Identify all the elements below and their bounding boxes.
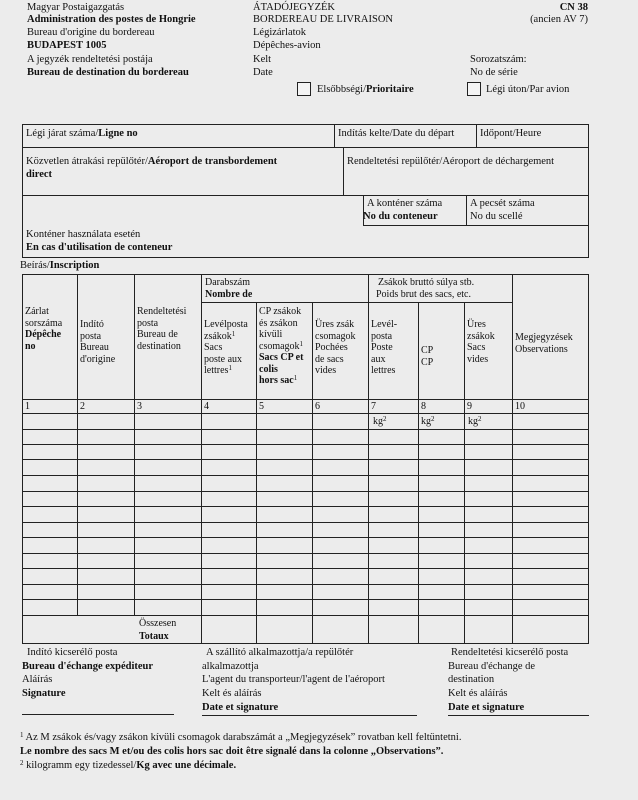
col5-header: CP zsákok és zsákon kívüli csomagok$^1$ Sacs CP et colis hors sac$^1$: [259, 306, 304, 386]
col-number-5: 5: [259, 401, 264, 412]
serial-label-hu: Sorozatszám:: [470, 54, 527, 65]
seal-number-hu: A pecsét száma: [470, 198, 535, 209]
departure-time-label[interactable]: Időpont/Heure: [480, 128, 542, 139]
sender-signature-hu: Aláírás: [22, 674, 53, 685]
col-number-9: 9: [467, 401, 472, 412]
unit-kg-empty: $kg^2$: [468, 415, 482, 427]
dest-date-hu: Kelt és aláírás: [448, 688, 508, 699]
air-dispatch-hu: Légizárlatok: [253, 27, 307, 38]
footnote-2: $^2$ kilogramm egy tizedessel/Kg avec une décimale.: [20, 759, 237, 771]
departure-date-label[interactable]: Indítás kelte/Date du départ: [338, 128, 455, 139]
serial-label-fr: No de série: [470, 67, 518, 78]
date-label-hu: Kelt: [253, 54, 272, 65]
col-number-6: 6: [315, 401, 320, 412]
col4-header: Levélposta zsákok$^1$ Sacs poste aux lettres$^1$: [204, 319, 248, 376]
weight-group-fr: Poids brut des sacs, etc.: [376, 289, 471, 300]
col9-header: Üres zsákok Sacs vides: [467, 319, 495, 365]
dest-signature-line[interactable]: [448, 715, 589, 716]
carrier-date-fr: Date et signature: [202, 702, 279, 713]
admin-hu: Magyar Postaigazgatás: [27, 2, 125, 13]
col-number-7: 7: [371, 401, 376, 412]
date-label-fr: Date: [253, 67, 273, 78]
origin-office: BUDAPEST 1005: [27, 40, 107, 51]
totals-label-fr: Totaux: [139, 631, 169, 642]
carrier-signature-line[interactable]: [202, 715, 417, 716]
container-use-fr: En cas d'utilisation de conteneur: [26, 242, 173, 253]
form-code: CN 38: [559, 2, 588, 13]
air-dispatch-fr: Dépêches-avion: [253, 40, 321, 51]
carrier-agent-fr: L'agent du transporteur/l'agent de l'aéroport: [202, 674, 385, 685]
flight-number-label[interactable]: Légi járat száma/Ligne no: [26, 128, 138, 139]
col-number-3: 3: [137, 401, 142, 412]
col7-header: Levél- posta Poste aux lettres: [371, 319, 398, 376]
col-number-8: 8: [421, 401, 426, 412]
dest-date-fr: Date et signature: [448, 702, 525, 713]
footnote-1-fr: Le nombre des sacs M et/ou des colis hors sac doit être signalé dans la colonne „Observations”.: [20, 746, 444, 757]
col2-header: Indító posta Bureau d'origine: [80, 319, 116, 365]
container-number-fr[interactable]: No du conteneur: [363, 211, 438, 222]
transfer-airport-label[interactable]: Közvetlen átrakási repülőtér/Aéroport de transbordement: [26, 156, 278, 167]
footnote-1-hu: $^1$ Az M zsákok és/vagy zsákon kívüli csomagok darabszámát a „Megjegyzések” rovatban kell feltüntetni.: [20, 731, 462, 743]
destination-label-hu: A jegyzék rendeltetési postája: [27, 54, 153, 65]
dest-exchange-fr: Bureau d'échange de: [448, 661, 536, 672]
container-use-hu: Konténer használata esetén: [26, 229, 141, 240]
count-group-fr: Nombre de: [205, 289, 253, 300]
priority-label: Elsőbbségi/Prioritaire: [317, 84, 414, 95]
col1-header: Zárlat sorszáma Dépêche no: [25, 306, 63, 352]
sender-signature-line[interactable]: [22, 714, 174, 715]
form-title-hu: ÁTADÓJEGYZÉK: [253, 2, 335, 13]
form-title-fr: BORDEREAU DE LIVRAISON: [253, 14, 393, 25]
col-number-4: 4: [204, 401, 209, 412]
weight-group-hu: Zsákok bruttó súlya stb.: [378, 277, 475, 288]
col-number-1: 1: [25, 401, 30, 412]
air-label: Légi úton/Par avion: [486, 84, 570, 95]
sender-signature-fr: Signature: [22, 688, 66, 699]
count-group-hu: Darabszám: [205, 277, 250, 288]
air-checkbox[interactable]: [467, 82, 481, 96]
col-number-10: 10: [515, 401, 525, 412]
unit-kg-cp: $kg^2$: [421, 415, 435, 427]
transfer-airport-label-2: direct: [26, 169, 53, 180]
inscription-label: Beírás/Inscription: [20, 260, 100, 271]
unit-kg-letter-post: $kg^2$: [373, 415, 387, 427]
origin-label-hu: Bureau d'origine du bordereau: [27, 27, 155, 38]
col3-header: Rendeltetési posta Bureau de destination: [137, 306, 187, 352]
sender-exchange-fr: Bureau d'échange expéditeur: [22, 661, 154, 672]
form-code-old: (ancien AV 7): [530, 14, 588, 25]
sender-exchange-hu: Indító kicserélő posta: [27, 647, 118, 658]
dest-exchange-fr-2: destination: [448, 674, 495, 685]
col8-header: CP CP: [421, 345, 434, 368]
container-number-hu: A konténer száma: [367, 198, 443, 209]
col-number-2: 2: [80, 401, 85, 412]
col6-header: Üres zsák csomagok Pochées de sacs vides: [315, 319, 356, 376]
seal-number-fr[interactable]: No du scellé: [470, 211, 523, 222]
carrier-agent-hu: A szállító alkalmazottja/a repülőtér: [206, 647, 354, 658]
carrier-date-hu: Kelt és aláírás: [202, 688, 262, 699]
totals-label-hu: Összesen: [139, 618, 177, 629]
carrier-agent-hu-2: alkalmazottja: [202, 661, 259, 672]
priority-checkbox[interactable]: [297, 82, 311, 96]
destination-label-fr: Bureau de destination du bordereau: [27, 67, 189, 78]
admin-fr: Administration des postes de Hongrie: [27, 14, 196, 25]
unloading-airport-label[interactable]: Rendeltetési repülőtér/Aéroport de déchargement: [347, 156, 555, 167]
col10-header: Megjegyzések Observations: [515, 332, 573, 355]
dest-exchange-hu: Rendeltetési kicserélő posta: [451, 647, 569, 658]
